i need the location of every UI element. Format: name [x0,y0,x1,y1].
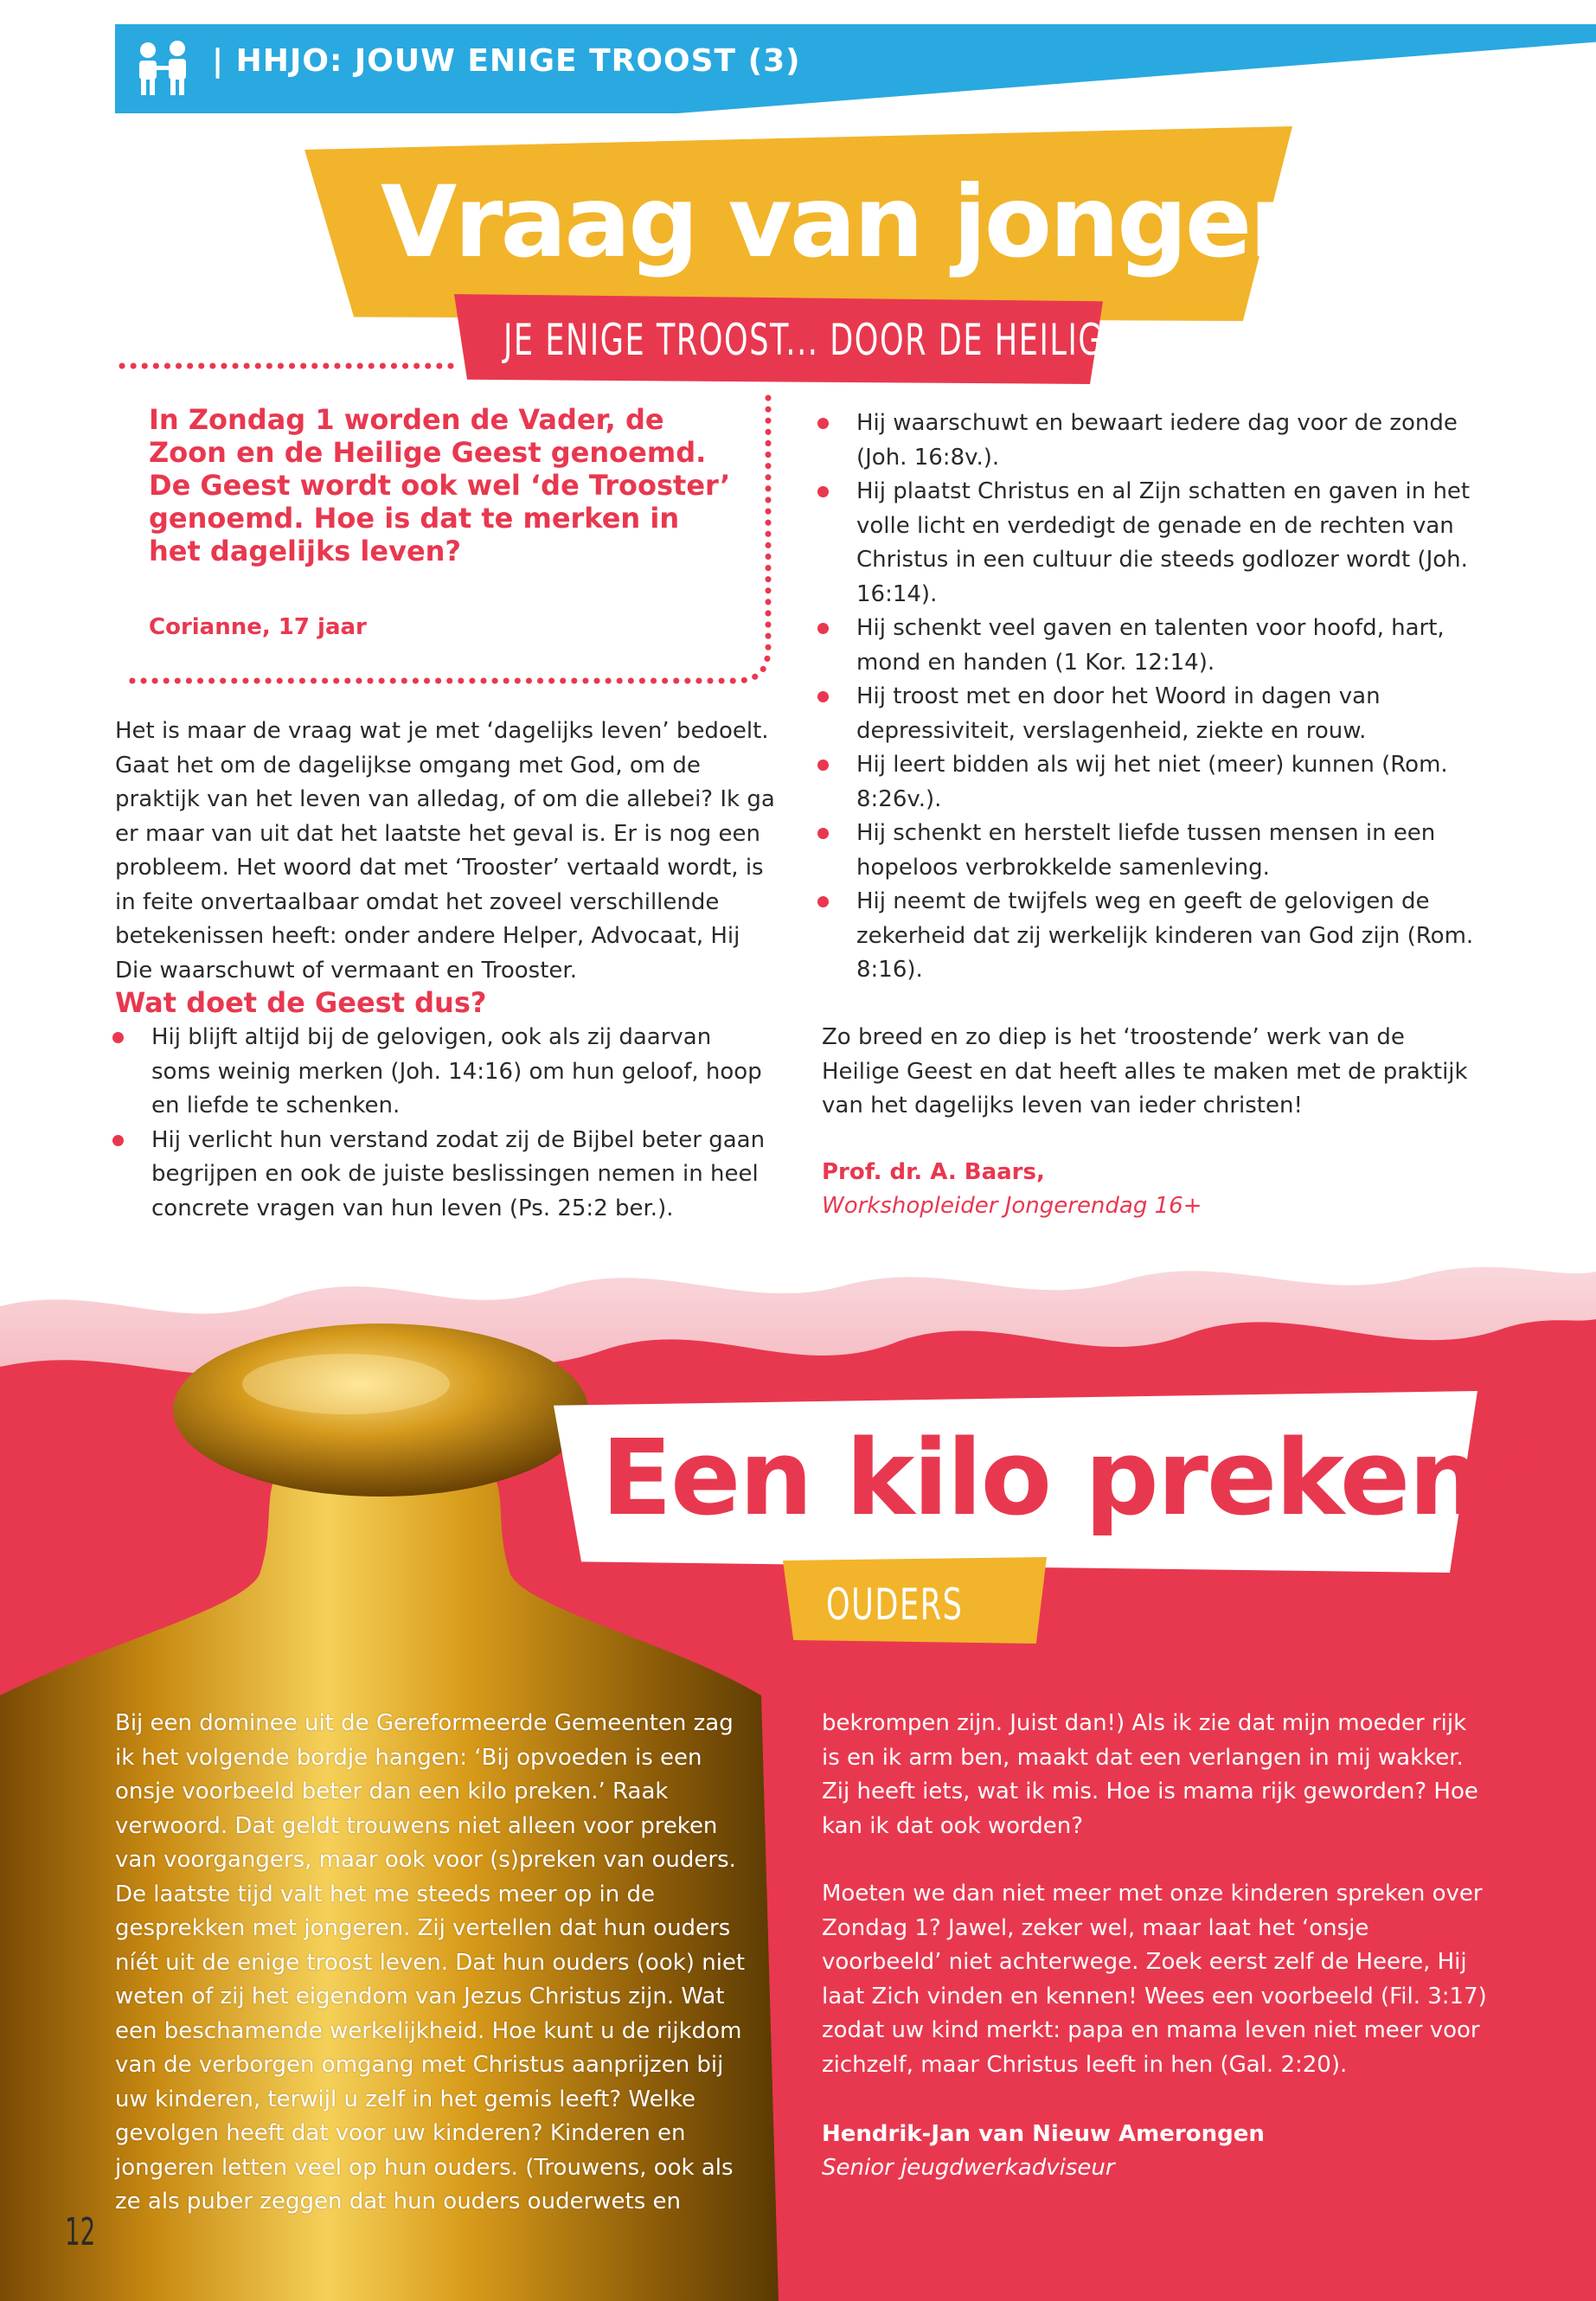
article2-left-column: Bij een dominee uit de Gereformeerde Gemeenten zag ik het volgende bordje hangen: ‘Bij opvoeden is een onsje voorbeeld beter dan een kilo preken.’ Raak verwoord. Dat geldt trouwens niet alleen voor preken van voorgangers, maar ook voor (s)preken van ouders. De laatste tijd valt het me steeds meer op in de gesprekken met jongeren. Zij vertellen dat hun ouders níét uit de enige troost leven. Dat hun ouders (ook) niet weten of zij het eigendom van Jezus Christus zijn. Wat een beschamende werkelijkheid. Hoe kunt u de rijkdom van de verborgen omgang met Christus aanprijzen bij uw kinderen, terwijl u zelf in het gemis leeft? Welke gevolgen heeft dat voor uw kinderen? Kinderen en jongeren letten veel op hun ouders. (Trouwens, ook als ze als puber zeggen dat hun ouders ouderwets en [115,1710,746,2214]
list-item: Hij waarschuwt en bewaart iedere dag voor de zonde (Joh. 16:8v.). [817,407,1475,475]
header-bar [115,24,1596,113]
list-item: Hij plaatst Christus en al Zijn schatten en gaven in het volle licht en verdedigt de genade en de rechten van Christus in een cultuur die steeds godlozer wordt (Joh. 16:14). [817,475,1475,612]
bullet-list-right [817,407,1475,988]
article2-author-name: Hendrik-Jan van Nieuw Amerongen [822,2121,1265,2147]
question-author: Corianne, 17 jaar [149,614,367,640]
header-title: | HHJO: JOUW ENIGE TROOST (3) [212,43,801,79]
list-item: Hij leert bidden als wij het niet (meer) kunnen (Rom. 8:26v.). [817,748,1475,817]
article2-paragraph-1: bekrompen zijn. Juist dan!) Als ik zie dat mijn moeder rijk is en ik arm ben, maakt dat een verlangen in mij wakker. Zij heeft iets, wat ik mis. Hoe is mama rijk geworden? Hoe kan ik dat ook worden? [822,1710,1478,1839]
page-number: 12 [65,2210,96,2254]
article2-paragraph-2: Moeten we dan niet meer met onze kinderen spreken over Zondag 1? Jawel, zeker wel, maar laat het ‘onsje voorbeeld’ niet achterwege. Zoek eerst zelf de Heere, Hij laat Zich vinden en kennen! Wees een voorbeeld (Fil. 3:17) zodat uw kind merkt: papa en mama leven niet meer voor zichzelf, maar Christus leeft in hen (Gal. 2:20). [822,1881,1487,2078]
section-heading: Wat doet de Geest dus? [115,986,487,1019]
list-item: Hij neemt de twijfels weg en geeft de gelovigen de zekerheid dat zij werkelijk kinderen van God zijn (Rom. 8:16). [817,885,1475,988]
list-item: Hij blijft altijd bij de gelovigen, ook als zij daarvan soms weinig merken (Joh. 14:16) om hun geloof, hoop en liefde te schenken. [112,1021,770,1124]
article-title: Vraag van jongere [381,164,1360,279]
list-item: Hij verlicht hun verstand zodat zij de Bijbel beter gaan begrijpen en ook de juiste beslissingen nemen in heel concrete vragen van hun leven (Ps. 25:2 ber.). [112,1124,770,1227]
article2-title: Een kilo preken? [601,1419,1540,1539]
article2-author-role: Senior jeugdwerkadviseur [822,2155,1115,2181]
article2-subtitle: OUDERS [826,1580,964,1630]
conclusion-paragraph: Zo breed en zo diep is het ‘troostende’ werk van de Heilige Geest en dat heeft alles te maken met de praktijk van het dagelijks leven van ieder christen! [822,1024,1468,1118]
list-item: Hij schenkt en herstelt liefde tussen mensen in een hopeloos verbrokkelde samenleving. [817,817,1475,885]
list-item: Hij troost met en door het Woord in dagen van depressiviteit, verslagenheid, ziekte en rouw. [817,680,1475,748]
intro-paragraph: Het is maar de vraag wat je met ‘dagelijks leven’ bedoelt. Gaat het om de dagelijkse omgang met God, om de praktijk van het leven van alledag, of om die allebei? Ik ga er maar van uit dat het laatste het geval is. Er is nog een probleem. Het woord dat met ‘Trooster’ vertaald wordt, is in feite onvertaalbaar omdat het zoveel verschillende betekenissen heeft: onder andere Helper, Advocaat, Hij Die waarschuwt of vermaant en Trooster. [115,718,775,984]
reader-question: In Zondag 1 worden de Vader, de Zoon en de Heilige Geest genoemd. De Geest wordt ook wel ‘de Trooster’ genoemd. Hoe is dat te merken in het dagelijks leven? [149,403,731,567]
family-icon [131,40,198,99]
author-name: Prof. dr. A. Baars, [822,1159,1045,1185]
author-role: Workshopleider Jongerendag 16+ [822,1193,1202,1219]
list-item: Hij schenkt veel gaven en talenten voor hoofd, hart, mond en handen (1 Kor. 12:14). [817,612,1475,680]
article-subtitle: JE ENIGE TROOST... DOOR DE HEILIGE GEEST [503,315,1241,365]
bullet-list-left [112,1021,770,1226]
